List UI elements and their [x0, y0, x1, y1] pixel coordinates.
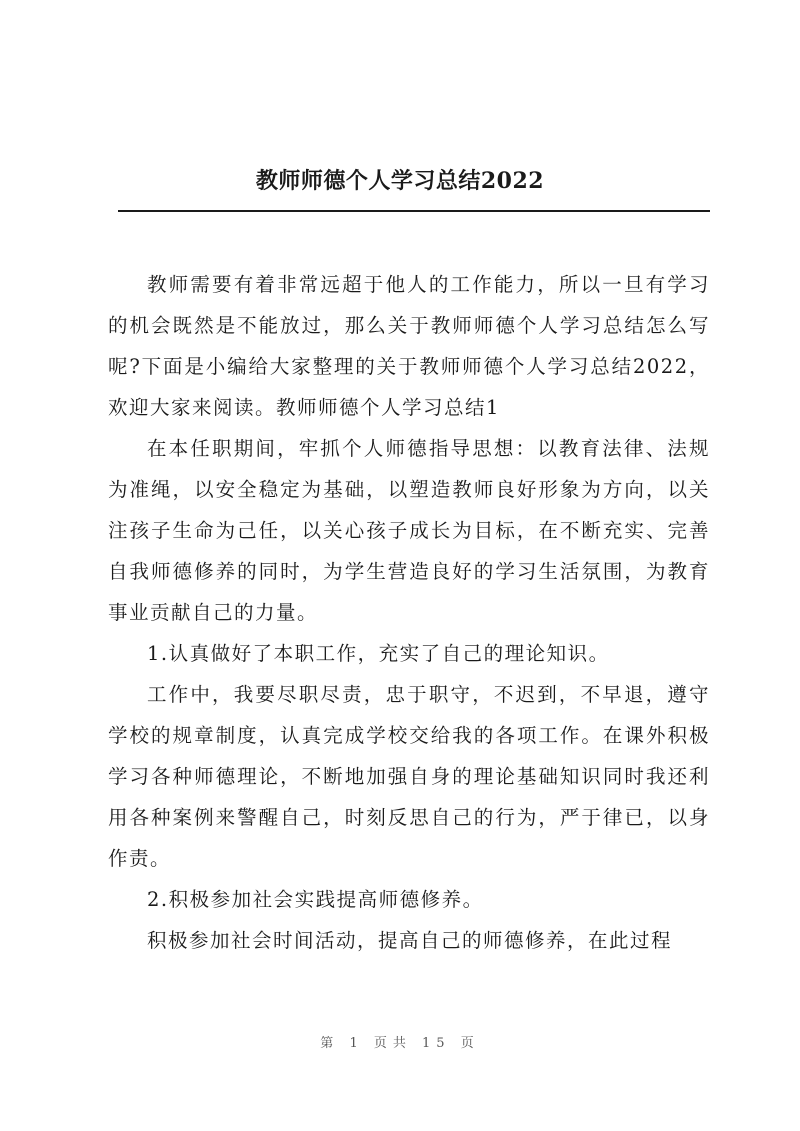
- paragraph-work-duties: 工作中，我要尽职尽责，忠于职守，不迟到，不早退，遵守学校的规章制度，认真完成学校交给我的各项工作。在课外积极学习各种师德理论，不断地加强自身的理论基础知识同时我还利用各种案例来警醒自己，时刻反思自己的行为，严于律已，以身作责。: [108, 683, 710, 870]
- footer-prefix: 第: [320, 1036, 340, 1051]
- footer-middle: 页共: [373, 1036, 412, 1051]
- footer-current-page: 1: [349, 1036, 364, 1051]
- footer-total-pages: 15: [422, 1036, 451, 1051]
- paragraph-heading-2: 2.积极参加社会实践提高师德修养。: [147, 888, 484, 911]
- paragraph-intro: 教师需要有着非常远超于他人的工作能力，所以一旦有学习的机会既然是不能放过，那么关于教师师德个人学习总结怎么写呢?下面是小编给大家整理的关于教师师德个人学习总结2022，欢迎大家来阅读。教师师德个人学习总结1: [108, 273, 710, 419]
- paragraph-social-practice: 积极参加社会时间活动，提高自己的师德修养，在此过程: [147, 929, 673, 952]
- paragraph-heading-1: 1.认真做好了本职工作，充实了自己的理论知识。: [147, 642, 610, 665]
- document-body: [108, 264, 710, 961]
- document-title: 教师师德个人学习总结2022: [255, 168, 545, 194]
- footer-suffix: 页: [460, 1036, 480, 1051]
- title-divider: [118, 210, 710, 212]
- paragraph-ethics-guidance: 在本任职期间，牢抓个人师德指导思想：以教育法律、法规为准绳，以安全稳定为基础，以塑造教师良好形象为方向，以关注孩子生命为己任，以关心孩子成长为目标，在不断充实、完善自我师德修养的同时，为学生营造良好的学习生活氛围，为教育事业贡献自己的力量。: [108, 437, 710, 624]
- page-footer: [0, 1032, 800, 1051]
